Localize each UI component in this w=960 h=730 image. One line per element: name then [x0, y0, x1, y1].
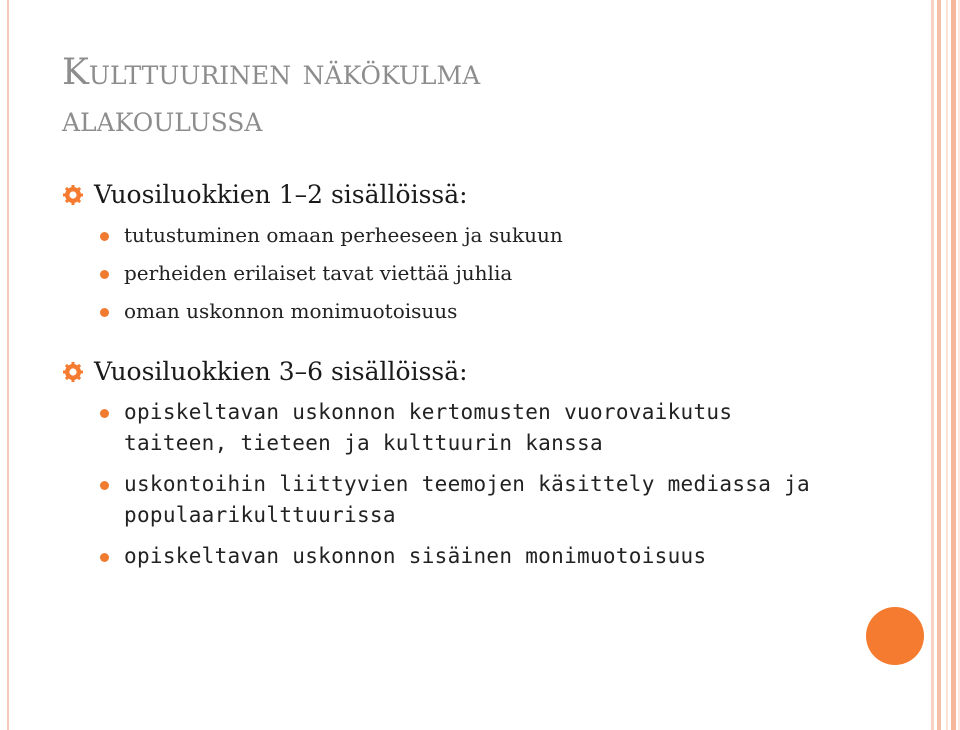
list-item — [58, 541, 844, 572]
list-item — [58, 220, 878, 251]
title-line-2: alakoulussa — [62, 98, 263, 140]
section-heading — [58, 176, 878, 212]
decorative-orange-circle — [866, 607, 924, 665]
dot-bullet-icon — [100, 553, 109, 562]
dot-bullet-icon — [100, 232, 109, 241]
list-item-text: perheiden erilaiset tavat viettää juhlia — [124, 261, 513, 285]
list-item — [58, 296, 878, 327]
list-item — [58, 469, 844, 531]
section-heading-text: Vuosiluokkien 3–6 sisällöissä: — [94, 356, 468, 386]
list-item-text: tutustuminen omaan perheeseen ja sukuun — [124, 223, 563, 247]
list-item-text: opiskeltavan uskonnon sisäinen monimuotoisuus — [124, 544, 707, 568]
title-line-1: Kulttuurinen näkökulma — [62, 52, 481, 93]
section-heading-text: Vuosiluokkien 1–2 sisällöissä: — [94, 179, 468, 209]
slide-title — [62, 50, 882, 144]
gear-bullet-icon — [62, 360, 84, 382]
section-heading — [58, 353, 878, 389]
section-grades-1-2 — [58, 176, 878, 327]
dot-bullet-icon — [100, 308, 109, 317]
item-list — [58, 397, 878, 572]
left-border-line — [7, 0, 9, 730]
list-item-text: opiskeltavan uskonnon kertomusten vuorovaikutus taiteen, tieteen ja kulttuurin kanssa — [124, 400, 733, 455]
slide-content — [58, 176, 878, 582]
dot-bullet-icon — [100, 270, 109, 279]
list-item — [58, 258, 878, 289]
dot-bullet-icon — [100, 481, 109, 490]
item-list — [58, 220, 878, 327]
dot-bullet-icon — [100, 409, 109, 418]
right-decorative-stripes — [926, 0, 960, 730]
list-item-text: oman uskonnon monimuotoisuus — [124, 299, 458, 323]
list-item — [58, 397, 844, 459]
list-item-text: uskontoihin liittyvien teemojen käsittely mediassa ja populaarikulttuurissa — [124, 472, 810, 527]
gear-bullet-icon — [62, 183, 84, 205]
section-grades-3-6 — [58, 353, 878, 572]
